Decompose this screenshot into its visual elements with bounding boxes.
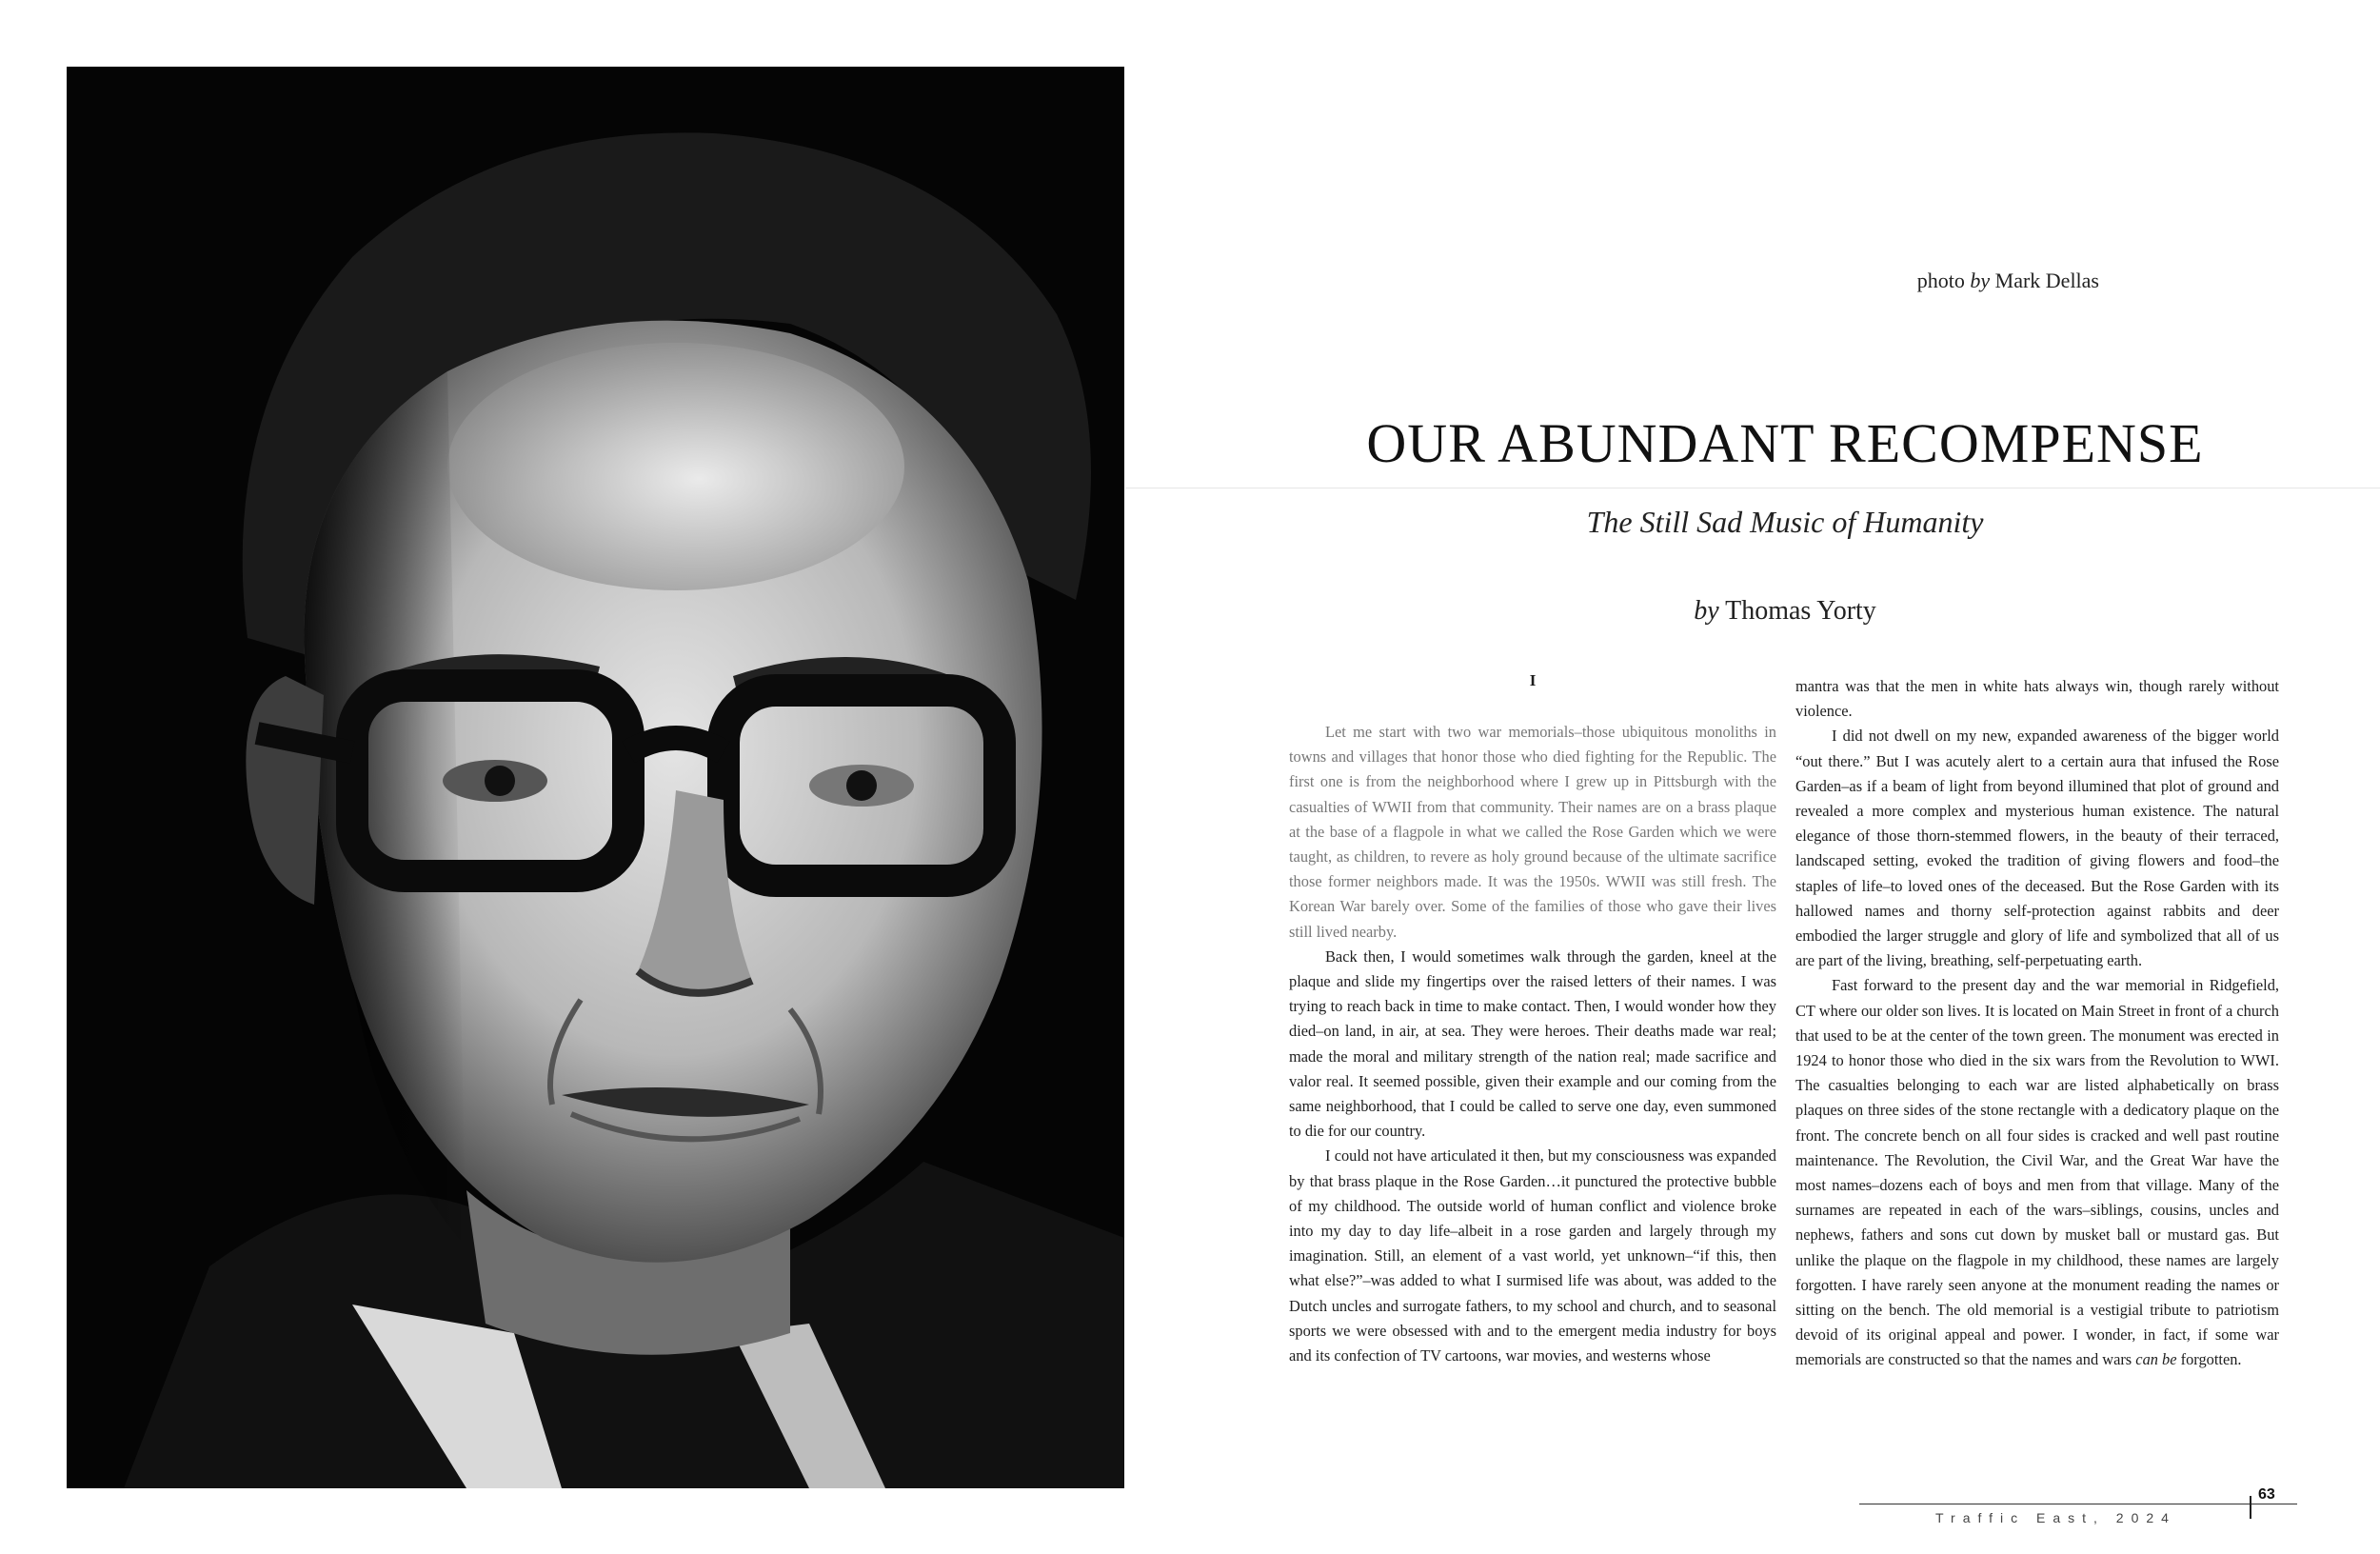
- emphasis-text: can be: [2135, 1350, 2177, 1369]
- paragraph-tail: forgotten.: [2176, 1350, 2242, 1369]
- footer-tick: [2250, 1496, 2251, 1519]
- text-column-left: [1289, 668, 1776, 1368]
- paragraph: I could not have articulated it then, but my consciousness was expanded by that brass plaque in the Rose Garden…it punctured the protective bubble of my childhood. The outside world of human conflict and violence broke into my day to day life–albeit in a rose garden and largely through my imagination. Still, an element of a vast world, yet unknown–“if this, then what else?”–was added to what I surmised life was about, was added to the Dutch uncles and surrogate fathers, to my school and church, and to seasonal sports we were obsessed with and to the emergent media industry for boys and its confection of TV cartoons, war movies, and westerns whose: [1289, 1146, 1776, 1365]
- credit-name: Mark Dellas: [1990, 269, 2099, 292]
- credit-by: by: [1970, 269, 1991, 292]
- page-number: 63: [2258, 1486, 2275, 1503]
- article-byline: [1266, 596, 2304, 627]
- publication-footer: Traffic East, 2024: [1935, 1510, 2176, 1525]
- paragraph: mantra was that the men in white hats always win, though rarely without violence.: [1795, 677, 2279, 721]
- section-numeral: I: [1529, 671, 1537, 689]
- credit-prefix: photo: [1916, 269, 1971, 292]
- paragraph: I did not dwell on my new, expanded awareness of the bigger world “out there.” But I was acutely alert to a certain aura that infused the Rose Garden–as if a beam of light from beyond illumined that plot of ground and revealed a more complex and mysterious human existence. The natural elegance of those thorn-stemmed flowers, in the beauty of their terraced, landscaped setting, evoked the tradition of giving flowers and food–the staples of life–to loved ones of the deceased. But the Rose Garden with its hallowed names and thorny self-protection against rabbits and deer embodied the larger struggle and glory of life and symbolized that all of us are part of the living, breathing, self-perpetuating earth.: [1795, 727, 2279, 970]
- paragraph: Back then, I would sometimes walk through the garden, kneel at the plaque and slide my fingertips over the raised letters of their names. I was trying to reach back in time to make contact. Then, I would wonder how they died–on land, in air, at sea. They were heroes. Their deaths made war real; made the moral and military strength of the nation real; made sacrifice and valor real. It seemed possible, given their example and our coming from the same neighborhood, that I could be called to serve one day, even summoned to die for our country.: [1289, 946, 1776, 1141]
- article-subtitle: The Still Sad Music of Humanity: [1586, 505, 1984, 539]
- byline-author: Thomas Yorty: [1718, 596, 1876, 626]
- portrait-illustration: [67, 67, 1124, 1488]
- byline-by: by: [1694, 596, 1719, 626]
- paragraph: Let me start with two war memorials–those ubiquitous monoliths in towns and villages that honor those who died fighting for the Republic. The first one is from the neighborhood where I grew up in Pittsburgh with the casualties of WWII from that community. Their names are on a brass plaque at the base of a flagpole in what we called the Rose Garden which we were taught, as children, to revere as holy ground because of the ultimate sacrifice those former neighbors made. It was the 1950s. WWII was still fresh. The Korean War barely over. Some of the families of those who gave their lives still lived nearby.: [1289, 723, 1776, 941]
- article-title: OUR ABUNDANT RECOMPENSE: [1366, 412, 2204, 474]
- portrait-photo: [67, 67, 1124, 1488]
- text-column-right: [1795, 674, 2279, 1373]
- photo-credit: [1809, 269, 2099, 293]
- paragraph: [1795, 973, 2279, 1372]
- paragraph-text: Fast forward to the present day and the war memorial in Ridgefield, CT where our older son lives. It is located on Main Street in front of a church that used to be at the center of the town green. The monument was erected in 1924 to honor those who died in the six wars from the Revolution to WWI. The casualties belonging to each war are listed alphabetically on brass plaques on three sides of the stone rectangle with a dedicatory plaque on the front. The concrete bench on all four sides is cracked and well past routine maintenance. The Revolution, the Civil War, and the Great War have the most names–dozens each of boys and men from that village. Many of the surnames are repeated in each of the wars–siblings, cousins, uncles and nephews, fathers and sons cut down by musket ball or mustard gas. But unlike the plaque on the flagpole in my childhood, these names are largely forgotten. I have rarely seen anyone at the monument reading the names or sitting on the bench. The old memorial is a vestigial tribute to patriotism devoid of its original appeal and power. I wonder, in fact, if some war memorials are constructed so that the names and wars: [1795, 976, 2279, 1369]
